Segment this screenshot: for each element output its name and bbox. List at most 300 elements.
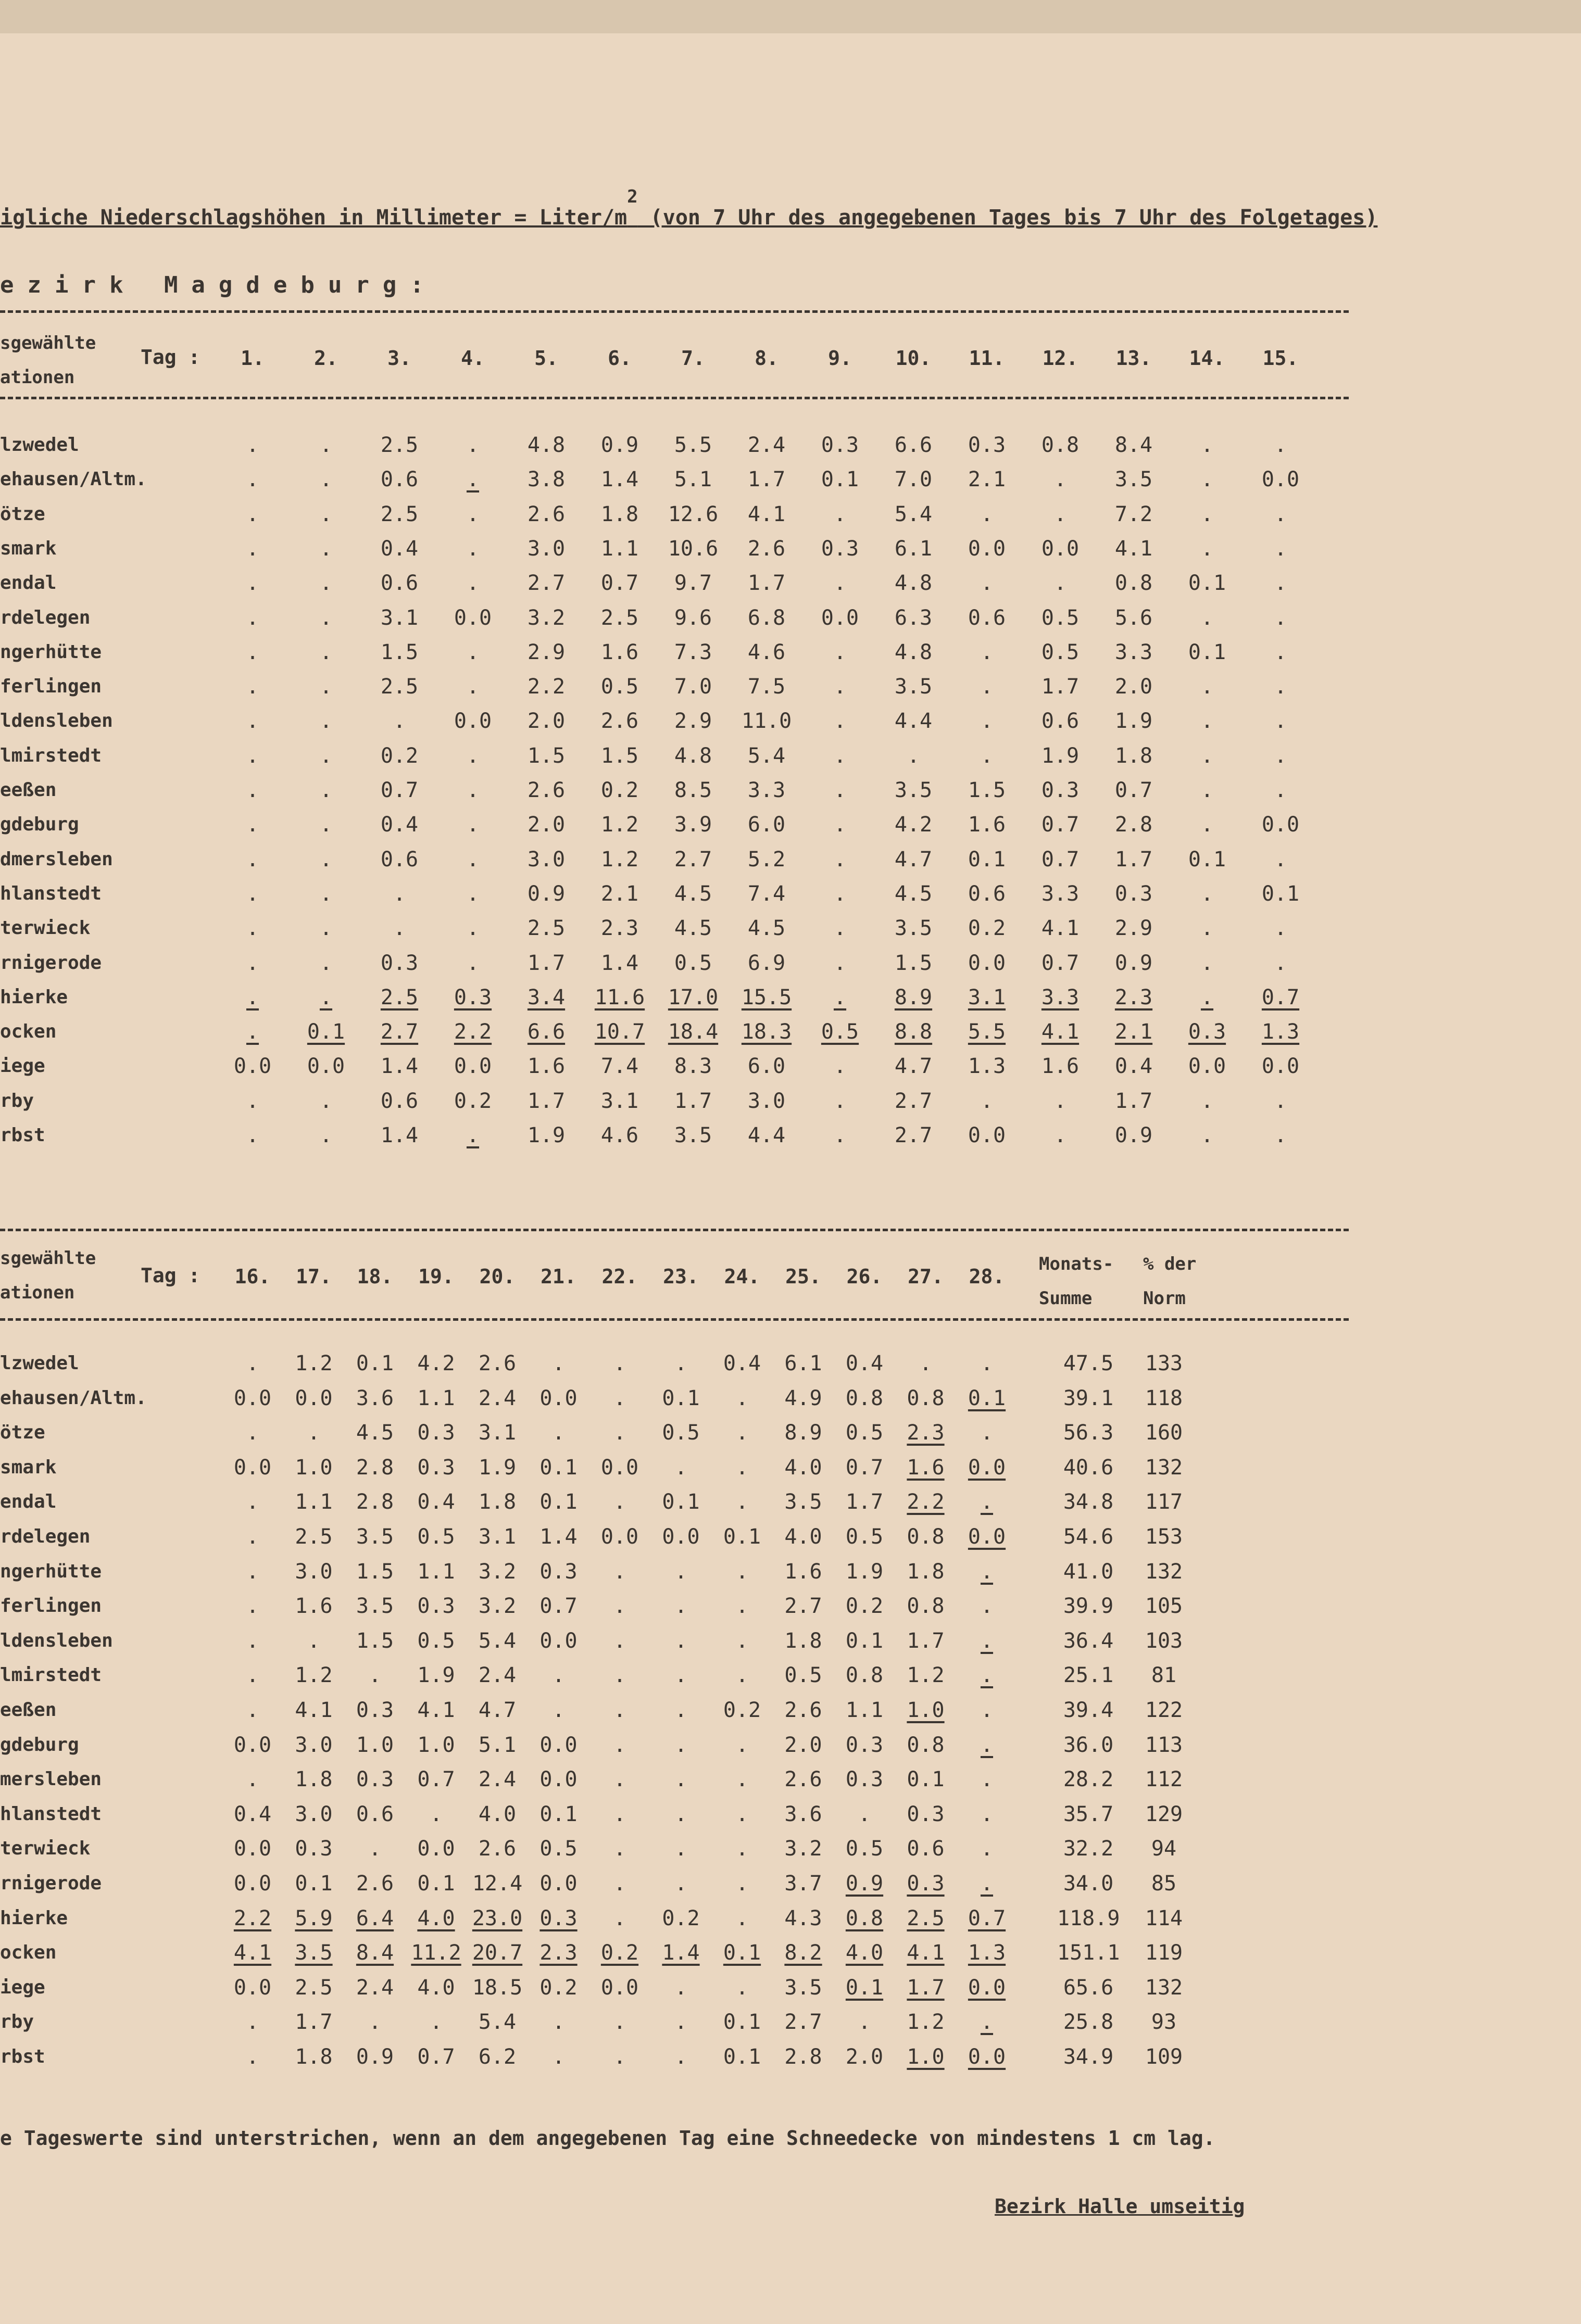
- percent-norm: 85: [1151, 1872, 1177, 1896]
- precip-cell: .: [246, 433, 259, 457]
- station-name: ferlingen: [0, 1595, 102, 1616]
- precip-cell: 0.5: [417, 1629, 455, 1653]
- precip-cell: 3.5: [894, 916, 933, 940]
- precip-cell: .: [319, 882, 333, 906]
- precip-cell: .: [319, 640, 333, 664]
- precip-cell: .: [907, 744, 920, 768]
- precip-cell: 0.8: [907, 1733, 945, 1757]
- precip-cell: 6.1: [784, 1352, 822, 1375]
- precip-cell: 3.5: [894, 675, 933, 699]
- precip-cell: 0.8: [845, 1906, 884, 1930]
- precip-cell: 4.7: [478, 1698, 517, 1722]
- precip-cell: 1.8: [295, 2045, 333, 2069]
- precip-cell: 1.6: [295, 1594, 333, 1618]
- precip-cell: 0.2: [845, 1594, 884, 1618]
- precip-cell: 0.4: [380, 537, 419, 561]
- precip-cell: 3.2: [478, 1560, 517, 1584]
- precip-cell: 1.7: [747, 468, 786, 491]
- monthly-sum: 28.2: [1063, 1767, 1114, 1791]
- divider: [0, 1229, 1349, 1231]
- precip-cell: .: [858, 2010, 871, 2034]
- precip-cell: 4.9: [784, 1386, 822, 1410]
- precip-cell: 3.1: [478, 1421, 517, 1445]
- station-name: eeßen: [0, 1699, 57, 1721]
- precip-cell: 8.4: [356, 1941, 394, 1965]
- precip-cell: .: [466, 433, 480, 457]
- precip-cell: 2.6: [478, 1352, 517, 1375]
- precip-cell: 5.4: [894, 502, 933, 526]
- precip-cell: 3.1: [600, 1089, 639, 1113]
- precip-cell: 0.3: [539, 1560, 578, 1584]
- day-header: 7.: [681, 347, 705, 370]
- percent-norm: 118: [1145, 1386, 1183, 1410]
- precip-cell: 1.8: [907, 1560, 945, 1584]
- station-name: rbst: [0, 1125, 45, 1146]
- station-name: hierke: [0, 987, 68, 1008]
- precip-cell: 4.1: [1041, 1020, 1080, 1044]
- precip-cell: .: [368, 1663, 382, 1687]
- precip-cell: 2.7: [784, 1594, 822, 1618]
- precip-cell: 0.5: [1041, 640, 1080, 664]
- precip-cell: 0.0: [600, 1976, 639, 2000]
- precip-cell: .: [674, 1872, 687, 1896]
- precip-cell: 1.2: [600, 813, 639, 837]
- monthly-sum: 56.3: [1063, 1421, 1114, 1445]
- precip-cell: 4.8: [894, 571, 933, 595]
- precip-cell: .: [980, 1089, 994, 1113]
- precip-cell: 2.4: [478, 1663, 517, 1687]
- station-name: ocken: [0, 1021, 57, 1042]
- station-name: rnigerode: [0, 1873, 102, 1894]
- precip-cell: 2.7: [784, 2010, 822, 2034]
- precip-cell: 7.3: [674, 640, 712, 664]
- precip-cell: 0.0: [539, 1767, 578, 1791]
- day-header: 22.: [601, 1265, 638, 1288]
- precip-cell: 0.0: [233, 1733, 272, 1757]
- precip-cell: 0.3: [417, 1594, 455, 1618]
- precip-cell: .: [319, 675, 333, 699]
- precip-cell: 1.5: [527, 744, 566, 768]
- precip-cell: 4.1: [417, 1698, 455, 1722]
- monthly-sum: 118.9: [1057, 1906, 1120, 1930]
- precip-cell: 1.1: [417, 1386, 455, 1410]
- precip-cell: .: [246, 882, 259, 906]
- precip-cell: .: [674, 1767, 687, 1791]
- precip-cell: .: [980, 1767, 994, 1791]
- precip-cell: .: [833, 1123, 847, 1147]
- precip-cell: .: [1274, 606, 1287, 630]
- precip-cell: 1.0: [356, 1733, 394, 1757]
- precip-cell: 0.1: [845, 1629, 884, 1653]
- precip-cell: 2.4: [478, 1767, 517, 1791]
- precip-cell: 0.1: [307, 1020, 345, 1044]
- precip-cell: 1.5: [356, 1560, 394, 1584]
- precip-cell: 0.3: [1041, 778, 1080, 802]
- day-header: 14.: [1189, 347, 1225, 370]
- precip-cell: 1.9: [1041, 744, 1080, 768]
- precip-cell: .: [246, 1020, 259, 1044]
- day-header: 23.: [663, 1265, 699, 1288]
- precip-cell: 6.0: [747, 813, 786, 837]
- precip-cell: 0.3: [968, 433, 1006, 457]
- document-title: igliche Niederschlagshöhen in Millimeter = Liter/$m^2$ (von 7 Uhr des angegebenen Tages bis 7 Uhr des Folgetages): [0, 186, 1378, 230]
- precip-cell: .: [674, 1560, 687, 1584]
- precip-cell: 3.0: [747, 1089, 786, 1113]
- precip-cell: 0.0: [233, 1456, 272, 1480]
- precip-cell: .: [1053, 468, 1067, 491]
- station-name: ferlingen: [0, 676, 102, 697]
- day-header: 24.: [724, 1265, 760, 1288]
- precip-cell: 0.1: [417, 1872, 455, 1896]
- precip-cell: 3.5: [295, 1941, 333, 1965]
- precip-cell: .: [613, 1490, 626, 1514]
- precip-cell: 0.0: [233, 1872, 272, 1896]
- precip-cell: 17.0: [668, 986, 719, 1009]
- precip-cell: .: [674, 1837, 687, 1861]
- precip-cell: 0.3: [539, 1906, 578, 1930]
- precip-cell: .: [430, 1802, 443, 1826]
- precip-cell: 0.1: [295, 1872, 333, 1896]
- percent-norm: 117: [1145, 1490, 1183, 1514]
- station-name: dmersleben: [0, 849, 113, 870]
- precip-cell: 1.7: [674, 1089, 712, 1113]
- precip-cell: .: [980, 709, 994, 733]
- station-name: rdelegen: [0, 607, 91, 628]
- precip-cell: 0.7: [968, 1906, 1006, 1930]
- precip-cell: 1.7: [845, 1490, 884, 1514]
- precip-cell: .: [613, 2045, 626, 2069]
- precip-cell: .: [735, 1663, 749, 1687]
- precip-cell: 6.4: [356, 1906, 394, 1930]
- precip-cell: 0.4: [723, 1352, 761, 1375]
- precip-cell: .: [466, 848, 480, 871]
- precip-cell: .: [246, 1594, 259, 1618]
- precip-cell: .: [833, 882, 847, 906]
- precip-cell: 3.0: [295, 1560, 333, 1584]
- precip-cell: 3.4: [527, 986, 566, 1009]
- precip-cell: .: [1274, 675, 1287, 699]
- percent-norm: 103: [1145, 1629, 1183, 1653]
- percent-norm: 93: [1151, 2010, 1177, 2034]
- station-name: eeßen: [0, 779, 57, 801]
- precip-cell: 5.4: [478, 1629, 517, 1653]
- precip-cell: .: [466, 502, 480, 526]
- precip-cell: .: [319, 951, 333, 975]
- precip-cell: 0.1: [539, 1456, 578, 1480]
- precip-cell: 2.6: [600, 709, 639, 733]
- percent-norm: 122: [1145, 1698, 1183, 1722]
- precip-cell: 1.9: [478, 1456, 517, 1480]
- precip-cell: 2.9: [674, 709, 712, 733]
- precip-cell: 10.7: [594, 1020, 645, 1044]
- precip-cell: 0.0: [539, 1872, 578, 1896]
- precip-cell: 0.0: [233, 1976, 272, 2000]
- precip-cell: 0.1: [723, 1941, 761, 1965]
- precip-cell: .: [1200, 1123, 1214, 1147]
- percent-norm: 129: [1145, 1802, 1183, 1826]
- precip-cell: 1.0: [295, 1456, 333, 1480]
- precip-cell: .: [674, 1802, 687, 1826]
- monthly-sum: 25.1: [1063, 1663, 1114, 1687]
- precip-cell: .: [466, 916, 480, 940]
- precip-cell: .: [319, 606, 333, 630]
- precip-cell: .: [319, 778, 333, 802]
- precip-cell: 2.2: [907, 1490, 945, 1514]
- precip-cell: 8.2: [784, 1941, 822, 1965]
- precip-cell: .: [246, 1560, 259, 1584]
- precip-cell: 4.6: [747, 640, 786, 664]
- tag-label: Tag :: [141, 346, 200, 369]
- precip-cell: 0.1: [1188, 571, 1226, 595]
- precip-cell: .: [1200, 951, 1214, 975]
- precip-cell: 3.1: [968, 986, 1006, 1009]
- precip-cell: 1.7: [907, 1629, 945, 1653]
- precip-cell: 0.5: [821, 1020, 859, 1044]
- precip-cell: .: [246, 1525, 259, 1549]
- precip-cell: 1.5: [968, 778, 1006, 802]
- precip-cell: 5.5: [674, 433, 712, 457]
- precip-cell: 2.6: [784, 1767, 822, 1791]
- precip-cell: 3.2: [478, 1594, 517, 1618]
- precip-cell: .: [319, 1123, 333, 1147]
- precip-cell: 0.3: [380, 951, 419, 975]
- precip-cell: 4.4: [747, 1123, 786, 1147]
- precip-cell: 2.0: [527, 709, 566, 733]
- precip-cell: 0.0: [968, 537, 1006, 561]
- precip-cell: .: [735, 1733, 749, 1757]
- precip-cell: 2.8: [356, 1490, 394, 1514]
- precip-cell: .: [466, 468, 480, 491]
- precip-cell: 2.6: [527, 502, 566, 526]
- precip-cell: 0.7: [417, 1767, 455, 1791]
- precip-cell: 0.0: [968, 1123, 1006, 1147]
- monthly-sum: 36.0: [1063, 1733, 1114, 1757]
- monthly-sum: 54.6: [1063, 1525, 1114, 1549]
- precip-cell: .: [246, 2010, 259, 2034]
- precip-cell: 0.7: [417, 2045, 455, 2069]
- station-name: rby: [0, 2011, 34, 2032]
- precip-cell: .: [552, 2010, 565, 2034]
- precip-cell: 2.5: [600, 606, 639, 630]
- precip-cell: .: [858, 1802, 871, 1826]
- precip-cell: 1.1: [600, 537, 639, 561]
- precip-cell: 2.5: [380, 502, 419, 526]
- precip-cell: 4.0: [417, 1976, 455, 2000]
- precip-cell: .: [833, 744, 847, 768]
- precip-cell: 2.0: [784, 1733, 822, 1757]
- precip-cell: 0.0: [307, 1054, 345, 1078]
- precip-cell: 3.2: [527, 606, 566, 630]
- precip-cell: .: [1053, 1123, 1067, 1147]
- precip-cell: 0.5: [784, 1663, 822, 1687]
- precip-cell: 0.5: [600, 675, 639, 699]
- precip-cell: .: [1274, 848, 1287, 871]
- day-header: 26.: [846, 1265, 883, 1288]
- precip-cell: 2.6: [784, 1698, 822, 1722]
- precip-cell: 3.0: [527, 848, 566, 871]
- precip-cell: 0.5: [1041, 606, 1080, 630]
- precip-cell: 6.8: [747, 606, 786, 630]
- precip-cell: 4.1: [233, 1941, 272, 1965]
- precip-cell: 6.9: [747, 951, 786, 975]
- precip-cell: .: [246, 1352, 259, 1375]
- station-name: rby: [0, 1090, 34, 1112]
- station-name: gdeburg: [0, 814, 79, 835]
- divider: [0, 1318, 1349, 1321]
- day-header: 16.: [234, 1265, 271, 1288]
- precip-cell: .: [674, 1456, 687, 1480]
- precip-cell: 4.1: [747, 502, 786, 526]
- precip-cell: .: [246, 709, 259, 733]
- precip-cell: 1.5: [600, 744, 639, 768]
- precip-cell: 2.3: [1114, 986, 1153, 1009]
- precip-cell: 0.9: [527, 882, 566, 906]
- precip-cell: 4.0: [417, 1906, 455, 1930]
- precip-cell: 0.0: [539, 1629, 578, 1653]
- precip-cell: .: [735, 1629, 749, 1653]
- precip-cell: .: [735, 1456, 749, 1480]
- precip-cell: 1.6: [968, 813, 1006, 837]
- precip-cell: 3.1: [380, 606, 419, 630]
- precip-cell: 8.8: [894, 1020, 933, 1044]
- precip-cell: 2.8: [784, 2045, 822, 2069]
- precip-cell: 1.7: [1041, 675, 1080, 699]
- precip-cell: .: [980, 1594, 994, 1618]
- footnote: e Tageswerte sind unterstrichen, wenn an dem angegebenen Tag eine Schneedecke von mindestens 1 cm lag.: [0, 2127, 1215, 2150]
- precip-cell: 0.5: [845, 1837, 884, 1861]
- precip-cell: 1.5: [380, 640, 419, 664]
- precip-cell: 3.6: [356, 1386, 394, 1410]
- precip-cell: .: [833, 1089, 847, 1113]
- day-header: 28.: [969, 1265, 1005, 1288]
- precip-cell: 3.0: [295, 1802, 333, 1826]
- precip-cell: 2.3: [600, 916, 639, 940]
- precip-cell: 1.7: [907, 1976, 945, 2000]
- station-name: ötze: [0, 1422, 45, 1443]
- precip-cell: 3.8: [527, 468, 566, 491]
- day-header: 17.: [296, 1265, 332, 1288]
- precip-cell: 0.2: [380, 744, 419, 768]
- station-name: ocken: [0, 1942, 57, 1963]
- day-header: 25.: [785, 1265, 821, 1288]
- precip-cell: .: [393, 709, 406, 733]
- precip-cell: .: [613, 1629, 626, 1653]
- precip-cell: 0.4: [233, 1802, 272, 1826]
- station-name: ldensleben: [0, 710, 113, 731]
- station-name: ngerhütte: [0, 1561, 102, 1582]
- precip-cell: .: [1053, 502, 1067, 526]
- precip-cell: 0.4: [1114, 1054, 1153, 1078]
- precip-cell: 2.3: [907, 1421, 945, 1445]
- precip-cell: .: [319, 537, 333, 561]
- precip-cell: 0.1: [968, 1386, 1006, 1410]
- precip-cell: 6.6: [894, 433, 933, 457]
- precip-cell: 2.6: [527, 778, 566, 802]
- precip-cell: 0.0: [539, 1733, 578, 1757]
- precip-cell: 8.4: [1114, 433, 1153, 457]
- precip-cell: .: [833, 986, 847, 1009]
- precip-cell: 2.9: [527, 640, 566, 664]
- precip-cell: 2.6: [356, 1872, 394, 1896]
- precip-cell: .: [613, 1906, 626, 1930]
- precip-cell: 0.1: [907, 1767, 945, 1791]
- precip-cell: .: [919, 1352, 932, 1375]
- precip-cell: 0.5: [845, 1421, 884, 1445]
- precip-cell: 2.7: [380, 1020, 419, 1044]
- next-district-link[interactable]: Bezirk Halle umseitig: [995, 2195, 1245, 2218]
- precip-cell: .: [1200, 744, 1214, 768]
- precip-cell: 0.0: [454, 1054, 492, 1078]
- day-header: 21.: [541, 1265, 576, 1288]
- percent-norm: 113: [1145, 1733, 1183, 1757]
- precip-cell: 4.1: [295, 1698, 333, 1722]
- precip-cell: 1.4: [539, 1525, 578, 1549]
- precip-cell: .: [735, 1490, 749, 1514]
- precip-cell: 2.6: [747, 537, 786, 561]
- precip-cell: 0.6: [380, 571, 419, 595]
- precip-cell: 0.7: [1041, 848, 1080, 871]
- precip-cell: 0.0: [454, 606, 492, 630]
- precip-cell: .: [319, 813, 333, 837]
- precip-cell: .: [674, 1663, 687, 1687]
- precip-cell: .: [980, 1352, 994, 1375]
- day-header: 3.: [387, 347, 411, 370]
- precip-cell: 4.0: [784, 1525, 822, 1549]
- precip-cell: .: [246, 848, 259, 871]
- station-name: rdelegen: [0, 1526, 91, 1547]
- precip-cell: 0.1: [356, 1352, 394, 1375]
- precip-cell: .: [833, 951, 847, 975]
- precip-cell: 1.7: [527, 1089, 566, 1113]
- precip-cell: 0.1: [539, 1490, 578, 1514]
- monthly-sum: 65.6: [1063, 1976, 1114, 2000]
- precip-cell: .: [1200, 1089, 1214, 1113]
- precip-cell: 0.0: [968, 2045, 1006, 2069]
- day-header: 11.: [969, 347, 1005, 370]
- precip-cell: 6.0: [747, 1054, 786, 1078]
- precip-cell: 2.7: [674, 848, 712, 871]
- precip-cell: 3.7: [784, 1872, 822, 1896]
- precip-cell: .: [466, 882, 480, 906]
- precip-cell: 0.1: [662, 1490, 700, 1514]
- precip-cell: 3.9: [674, 813, 712, 837]
- precip-cell: 7.5: [747, 675, 786, 699]
- precip-cell: 0.0: [968, 1525, 1006, 1549]
- precip-cell: .: [980, 571, 994, 595]
- precip-cell: .: [368, 2010, 382, 2034]
- precip-cell: .: [368, 1837, 382, 1861]
- precip-cell: .: [980, 1629, 994, 1653]
- station-name: ehausen/Altm.: [0, 469, 147, 490]
- precip-cell: 5.9: [295, 1906, 333, 1930]
- precip-cell: .: [246, 640, 259, 664]
- precip-cell: .: [1053, 1089, 1067, 1113]
- precip-cell: 2.7: [894, 1123, 933, 1147]
- precip-cell: .: [1274, 778, 1287, 802]
- precip-cell: 2.2: [233, 1906, 272, 1930]
- precip-cell: 6.1: [894, 537, 933, 561]
- precip-cell: 0.6: [1041, 709, 1080, 733]
- precip-cell: 0.1: [662, 1386, 700, 1410]
- precip-cell: .: [833, 571, 847, 595]
- precip-cell: 1.8: [600, 502, 639, 526]
- precip-cell: 18.4: [668, 1020, 719, 1044]
- station-name: lzwedel: [0, 1353, 79, 1374]
- precip-cell: 1.7: [527, 951, 566, 975]
- precip-cell: .: [674, 2045, 687, 2069]
- precip-cell: 2.5: [295, 1525, 333, 1549]
- precip-cell: 3.3: [747, 778, 786, 802]
